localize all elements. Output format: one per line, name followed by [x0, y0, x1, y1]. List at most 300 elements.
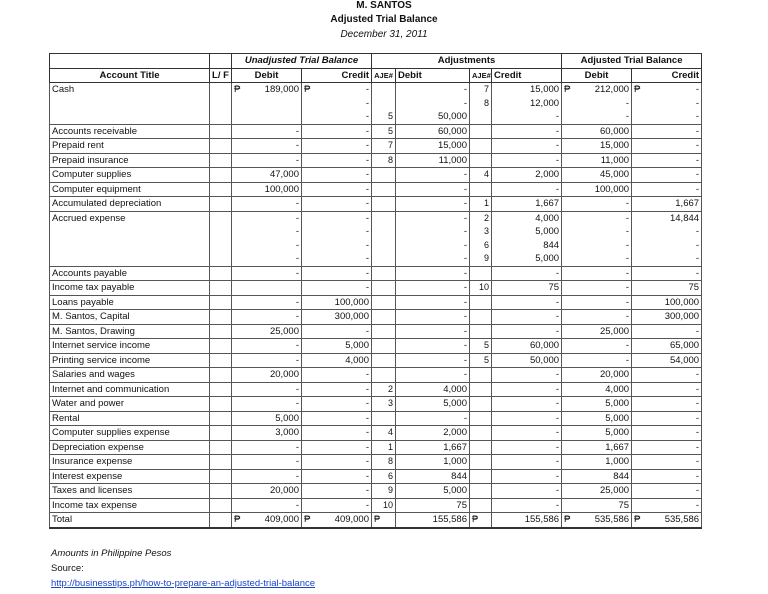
aje-credit-ref-cell — [470, 310, 492, 325]
adjusted-credit-cell: - — [632, 225, 702, 239]
adjustment-credit-cell: 5,000 — [492, 252, 562, 266]
unadjusted-credit-cell: - — [302, 211, 372, 225]
table-row — [50, 397, 702, 412]
aje-credit-ref-cell — [470, 513, 492, 528]
account-title-cell: Prepaid insurance — [50, 153, 210, 168]
adjustment-debit-cell: - — [396, 324, 470, 339]
col-header-debit: Debit — [232, 68, 302, 83]
peso-sign: ₱ — [634, 84, 641, 95]
account-title-cell: Depreciation expense — [50, 440, 210, 455]
unadjusted-credit-cell: 300,000 — [302, 310, 372, 325]
unadjusted-debit-cell: - — [232, 139, 302, 154]
peso-sign: ₱ — [564, 84, 571, 95]
unadjusted-credit-cell: - — [302, 324, 372, 339]
aje-debit-ref-cell: 8 — [372, 153, 396, 168]
aje-credit-ref-cell — [470, 124, 492, 139]
aje-credit-ref-cell — [470, 182, 492, 197]
adjusted-credit-cell — [632, 513, 702, 528]
account-title-cell: Loans payable — [50, 295, 210, 310]
adjustment-debit-cell: - — [396, 368, 470, 383]
adjusted-debit-cell: 75 — [562, 498, 632, 513]
adjusted-debit-cell: 60,000 — [562, 124, 632, 139]
aje-debit-ref-cell: 7 — [372, 139, 396, 154]
lf-cell — [210, 426, 232, 441]
adjusted-debit-cell: 844 — [562, 469, 632, 484]
aje-credit-ref-cell: 9 — [470, 252, 492, 266]
account-title-cell: Rental — [50, 411, 210, 426]
aje-credit-ref-cell — [470, 498, 492, 513]
adjusted-credit-cell: - — [632, 455, 702, 470]
aje-debit-ref-cell — [372, 252, 396, 266]
aje-debit-ref-cell — [372, 83, 396, 97]
adjustment-debit-cell: - — [396, 310, 470, 325]
table-row — [50, 211, 702, 225]
source-link[interactable]: http://businesstips.ph/how-to-prepare-an-adjusted-trial-balance — [51, 578, 316, 589]
peso-sign: ₱ — [472, 514, 479, 524]
adjustment-credit-cell: 844 — [492, 239, 562, 253]
account-title-cell: Cash — [50, 83, 210, 97]
account-title-cell: Computer supplies expense — [50, 426, 210, 441]
unadjusted-debit-cell: - — [232, 339, 302, 354]
peso-sign: ₱ — [234, 514, 241, 525]
unadjusted-credit-cell: - — [302, 139, 372, 154]
adjusted-credit-cell: 100,000 — [632, 295, 702, 310]
adjusted-debit-cell: 45,000 — [562, 168, 632, 183]
aje-debit-ref-cell — [372, 513, 396, 528]
unadjusted-credit-cell: - — [302, 484, 372, 499]
account-title-cell: Water and power — [50, 397, 210, 412]
table-row — [50, 197, 702, 212]
unadjusted-debit-cell: 3,000 — [232, 426, 302, 441]
adjustment-credit-cell: 50,000 — [492, 353, 562, 368]
aje-debit-ref-cell — [372, 411, 396, 426]
account-title-cell: Printing service income — [50, 353, 210, 368]
unadjusted-credit-cell: - — [302, 455, 372, 470]
unadjusted-debit-cell — [232, 281, 302, 296]
lf-cell — [210, 310, 232, 325]
table-row — [50, 295, 702, 310]
cell-value: 409,000 — [334, 514, 369, 525]
adjusted-credit-cell: - — [632, 97, 702, 111]
adjustment-credit-cell: - — [492, 139, 562, 154]
aje-credit-ref-cell: 5 — [470, 339, 492, 354]
adjusted-credit-cell: - — [632, 182, 702, 197]
table-row — [50, 368, 702, 383]
lf-cell — [210, 182, 232, 197]
unadjusted-credit-cell: - — [302, 382, 372, 397]
table-row — [50, 139, 702, 154]
adjusted-debit-cell: - — [562, 339, 632, 354]
group-header-adjustments: Adjustments — [372, 54, 562, 69]
lf-cell — [210, 211, 232, 225]
aje-debit-ref-cell — [372, 295, 396, 310]
group-header-adjusted: Adjusted Trial Balance — [562, 54, 702, 69]
unadjusted-credit-cell: 100,000 — [302, 295, 372, 310]
adjustment-credit-cell: 12,000 — [492, 97, 562, 111]
account-title-cell: Accumulated depreciation — [50, 197, 210, 212]
adjusted-debit-cell — [562, 83, 632, 97]
unadjusted-credit-cell — [302, 513, 372, 528]
lf-cell — [210, 397, 232, 412]
adjustment-credit-cell: - — [492, 469, 562, 484]
adjusted-debit-cell: 20,000 — [562, 368, 632, 383]
aje-credit-ref-cell — [470, 266, 492, 281]
cell-value: - — [365, 84, 369, 95]
lf-cell — [210, 411, 232, 426]
unadjusted-debit-cell — [232, 110, 302, 124]
unadjusted-debit-cell — [232, 83, 302, 97]
adjusted-debit-cell: - — [562, 252, 632, 266]
aje-debit-ref-cell: 4 — [372, 426, 396, 441]
company-name: M. SANTOS — [356, 0, 412, 11]
lf-cell — [210, 368, 232, 383]
account-title-cell: Total — [50, 513, 210, 528]
aje-debit-ref-cell: 5 — [372, 124, 396, 139]
unadjusted-debit-cell: - — [232, 211, 302, 225]
adjustment-credit-cell: - — [492, 324, 562, 339]
adjusted-debit-cell: - — [562, 353, 632, 368]
aje-debit-ref-cell — [372, 239, 396, 253]
unadjusted-debit-cell — [232, 97, 302, 111]
adjusted-credit-cell: - — [632, 440, 702, 455]
unadjusted-credit-cell: - — [302, 411, 372, 426]
table-row — [50, 469, 702, 484]
adjustment-credit-cell: 5,000 — [492, 225, 562, 239]
adjustment-debit-cell: 11,000 — [396, 153, 470, 168]
total-row — [50, 513, 702, 528]
adjustment-debit-cell: 15,000 — [396, 139, 470, 154]
account-title-cell — [50, 239, 210, 253]
aje-debit-ref-cell — [372, 168, 396, 183]
adjustment-debit-cell: 5,000 — [396, 397, 470, 412]
unadjusted-credit-cell: - — [302, 440, 372, 455]
aje-debit-ref-cell — [372, 225, 396, 239]
table-row — [50, 168, 702, 183]
group-header-unadjusted: Unadjusted Trial Balance — [232, 54, 372, 69]
adjustment-debit-cell: - — [396, 411, 470, 426]
blank-header — [50, 54, 210, 69]
unadjusted-debit-cell: - — [232, 124, 302, 139]
unadjusted-debit-cell: 20,000 — [232, 368, 302, 383]
lf-cell — [210, 225, 232, 239]
aje-debit-ref-cell — [372, 339, 396, 354]
lf-cell — [210, 281, 232, 296]
adjusted-credit-cell: - — [632, 139, 702, 154]
adjustment-credit-cell: - — [492, 368, 562, 383]
account-title-cell: Insurance expense — [50, 455, 210, 470]
adjusted-credit-cell: - — [632, 382, 702, 397]
aje-credit-ref-cell — [470, 153, 492, 168]
unadjusted-credit-cell: - — [302, 266, 372, 281]
unadjusted-credit-cell: - — [302, 124, 372, 139]
adjusted-credit-cell: - — [632, 168, 702, 183]
unadjusted-debit-cell: 20,000 — [232, 484, 302, 499]
lf-cell — [210, 339, 232, 354]
unadjusted-credit-cell: - — [302, 281, 372, 296]
aje-credit-ref-cell — [470, 484, 492, 499]
unadjusted-credit-cell: - — [302, 397, 372, 412]
unadjusted-debit-cell: - — [232, 382, 302, 397]
unadjusted-debit-cell: 25,000 — [232, 324, 302, 339]
table-row — [50, 411, 702, 426]
col-header-lf: L/ F — [210, 68, 232, 83]
lf-cell — [210, 266, 232, 281]
peso-sign: ₱ — [304, 514, 311, 525]
adjusted-debit-cell: 5,000 — [562, 426, 632, 441]
source-label: Source: — [51, 563, 84, 574]
adjusted-debit-cell: 5,000 — [562, 397, 632, 412]
table-row — [50, 182, 702, 197]
aje-credit-ref-cell — [470, 295, 492, 310]
aje-credit-ref-cell: 7 — [470, 83, 492, 97]
adjustment-debit-cell: - — [396, 168, 470, 183]
adjustment-debit-cell: - — [396, 295, 470, 310]
account-title-cell: Taxes and licenses — [50, 484, 210, 499]
adjusted-debit-cell: 100,000 — [562, 182, 632, 197]
peso-sign: ₱ — [234, 84, 241, 95]
adjustment-credit-cell: - — [492, 182, 562, 197]
adjusted-credit-cell: - — [632, 153, 702, 168]
adjustment-credit-cell: - — [492, 426, 562, 441]
adjusted-credit-cell: - — [632, 397, 702, 412]
adjusted-debit-cell: 4,000 — [562, 382, 632, 397]
adjustment-credit-cell: - — [492, 310, 562, 325]
adjusted-debit-cell: 11,000 — [562, 153, 632, 168]
adjustment-debit-cell: - — [396, 266, 470, 281]
peso-sign: ₱ — [634, 514, 641, 525]
adjustment-credit-cell: - — [492, 498, 562, 513]
unadjusted-credit-cell: - — [302, 426, 372, 441]
table-row — [50, 455, 702, 470]
aje-credit-ref-cell: 8 — [470, 97, 492, 111]
unadjusted-debit-cell: - — [232, 252, 302, 266]
adjusted-debit-cell: - — [562, 239, 632, 253]
aje-credit-ref-cell — [470, 139, 492, 154]
table-row — [50, 153, 702, 168]
aje-debit-ref-cell — [372, 266, 396, 281]
unadjusted-debit-cell: - — [232, 225, 302, 239]
unadjusted-credit-cell: - — [302, 168, 372, 183]
aje-credit-ref-cell: 3 — [470, 225, 492, 239]
adjustment-debit-cell: - — [396, 339, 470, 354]
report-title: Adjusted Trial Balance — [330, 14, 438, 25]
table-row — [50, 225, 702, 239]
unadjusted-debit-cell: - — [232, 397, 302, 412]
account-title-cell — [50, 110, 210, 124]
aje-credit-ref-cell — [470, 324, 492, 339]
unadjusted-debit-cell: - — [232, 197, 302, 212]
lf-cell — [210, 324, 232, 339]
table-row — [50, 97, 702, 111]
unadjusted-credit-cell: - — [302, 182, 372, 197]
col-header-debit: Debit — [396, 68, 470, 83]
aje-credit-ref-cell: 5 — [470, 353, 492, 368]
lf-cell — [210, 139, 232, 154]
adjustment-debit-cell: 4,000 — [396, 382, 470, 397]
unadjusted-credit-cell: 4,000 — [302, 353, 372, 368]
account-title-cell — [50, 252, 210, 266]
adjustment-debit-cell: - — [396, 252, 470, 266]
table-row — [50, 281, 702, 296]
aje-credit-ref-cell — [470, 397, 492, 412]
adjusted-credit-cell: 300,000 — [632, 310, 702, 325]
report-date: December 31, 2011 — [340, 29, 428, 40]
lf-cell — [210, 252, 232, 266]
aje-debit-ref-cell — [372, 310, 396, 325]
adjusted-debit-cell: 25,000 — [562, 484, 632, 499]
lf-cell — [210, 455, 232, 470]
lf-cell — [210, 239, 232, 253]
lf-cell — [210, 295, 232, 310]
adjusted-debit-cell: - — [562, 295, 632, 310]
aje-credit-ref-cell — [470, 382, 492, 397]
aje-debit-ref-cell — [372, 368, 396, 383]
aje-debit-ref-cell — [372, 97, 396, 111]
col-header-credit: Credit — [302, 68, 372, 83]
adjusted-credit-cell: 75 — [632, 281, 702, 296]
adjustment-debit-cell: - — [396, 225, 470, 239]
adjustment-credit-cell: 2,000 — [492, 168, 562, 183]
table-row — [50, 353, 702, 368]
aje-debit-ref-cell — [372, 353, 396, 368]
aje-debit-ref-cell: 1 — [372, 440, 396, 455]
adjustment-credit-cell: 4,000 — [492, 211, 562, 225]
unadjusted-debit-cell: 5,000 — [232, 411, 302, 426]
account-title-cell — [50, 225, 210, 239]
adjusted-debit-cell: - — [562, 281, 632, 296]
table-row — [50, 498, 702, 513]
account-title-cell — [50, 97, 210, 111]
adjustment-credit-cell: - — [492, 124, 562, 139]
table-row — [50, 426, 702, 441]
adjusted-credit-cell: 65,000 — [632, 339, 702, 354]
col-header-debit: Debit — [562, 68, 632, 83]
unadjusted-debit-cell: - — [232, 266, 302, 281]
aje-credit-ref-cell: 10 — [470, 281, 492, 296]
adjustment-credit-cell: - — [492, 455, 562, 470]
table-row — [50, 310, 702, 325]
adjusted-credit-cell: 54,000 — [632, 353, 702, 368]
table-row — [50, 484, 702, 499]
aje-credit-ref-cell — [470, 440, 492, 455]
table-row — [50, 239, 702, 253]
adjusted-credit-cell: - — [632, 324, 702, 339]
aje-credit-ref-cell: 4 — [470, 168, 492, 183]
col-header-credit: Credit — [632, 68, 702, 83]
adjusted-debit-cell: 25,000 — [562, 324, 632, 339]
cell-value: 535,586 — [664, 514, 700, 525]
cell-value: 212,000 — [594, 84, 630, 95]
lf-cell — [210, 168, 232, 183]
account-title-cell: Interest expense — [50, 469, 210, 484]
adjustment-debit-cell: - — [396, 182, 470, 197]
table-row — [50, 110, 702, 124]
adjustment-credit-cell: - — [492, 110, 562, 124]
account-title-cell: M. Santos, Drawing — [50, 324, 210, 339]
unadjusted-credit-cell: - — [302, 225, 372, 239]
adjustment-credit-cell: 155,586 — [492, 513, 562, 528]
unadjusted-credit-cell — [302, 83, 372, 97]
adjusted-debit-cell — [562, 513, 632, 528]
table-row — [50, 252, 702, 266]
unadjusted-credit-cell: 5,000 — [302, 339, 372, 354]
adjusted-debit-cell: 5,000 — [562, 411, 632, 426]
currency-note: Amounts in Philippine Pesos — [51, 548, 172, 559]
lf-cell — [210, 469, 232, 484]
account-title-cell: Income tax expense — [50, 498, 210, 513]
adjustment-credit-cell: - — [492, 411, 562, 426]
account-title-cell: Computer supplies — [50, 168, 210, 183]
unadjusted-credit-cell: - — [302, 252, 372, 266]
col-header-aje: AJE# — [372, 68, 396, 83]
aje-debit-ref-cell: 8 — [372, 455, 396, 470]
unadjusted-debit-cell: - — [232, 455, 302, 470]
lf-cell — [210, 440, 232, 455]
adjusted-credit-cell: - — [632, 411, 702, 426]
adjustment-debit-cell: 50,000 — [396, 110, 470, 124]
unadjusted-credit-cell: - — [302, 239, 372, 253]
adjusted-debit-cell: 15,000 — [562, 139, 632, 154]
table-row — [50, 440, 702, 455]
adjusted-credit-cell: - — [632, 266, 702, 281]
unadjusted-debit-cell: - — [232, 440, 302, 455]
unadjusted-credit-cell: - — [302, 97, 372, 111]
adjustment-debit-cell: 1,000 — [396, 455, 470, 470]
adjustment-debit-cell: - — [396, 353, 470, 368]
aje-credit-ref-cell — [470, 455, 492, 470]
aje-debit-ref-cell: 10 — [372, 498, 396, 513]
adjustment-debit-cell: - — [396, 239, 470, 253]
account-title-cell: Salaries and wages — [50, 368, 210, 383]
adjustment-debit-cell: 75 — [396, 498, 470, 513]
peso-sign: ₱ — [564, 514, 571, 525]
account-title-cell: Accounts receivable — [50, 124, 210, 139]
adjustment-debit-cell: - — [396, 281, 470, 296]
lf-cell — [210, 153, 232, 168]
aje-debit-ref-cell: 5 — [372, 110, 396, 124]
aje-debit-ref-cell: 3 — [372, 397, 396, 412]
adjustment-credit-cell: - — [492, 266, 562, 281]
lf-cell — [210, 83, 232, 97]
adjusted-credit-cell: - — [632, 484, 702, 499]
aje-credit-ref-cell — [470, 411, 492, 426]
adjusted-credit-cell: - — [632, 469, 702, 484]
aje-credit-ref-cell — [470, 368, 492, 383]
unadjusted-credit-cell: - — [302, 469, 372, 484]
lf-cell — [210, 97, 232, 111]
adjusted-credit-cell: 1,667 — [632, 197, 702, 212]
adjustment-debit-cell: - — [396, 97, 470, 111]
table-row — [50, 83, 702, 97]
adjustment-debit-cell: - — [396, 211, 470, 225]
unadjusted-credit-cell: - — [302, 110, 372, 124]
table-row — [50, 324, 702, 339]
adjustment-debit-cell: 155,586 — [396, 513, 470, 528]
aje-debit-ref-cell — [372, 211, 396, 225]
unadjusted-debit-cell: - — [232, 153, 302, 168]
adjusted-debit-cell: - — [562, 197, 632, 212]
adjustment-debit-cell: 2,000 — [396, 426, 470, 441]
cell-value: 535,586 — [594, 514, 630, 525]
adjusted-credit-cell — [632, 83, 702, 97]
account-title-cell: Accrued expense — [50, 211, 210, 225]
adjustment-debit-cell: - — [396, 83, 470, 97]
account-title-cell: Accounts payable — [50, 266, 210, 281]
adjustment-credit-cell: - — [492, 440, 562, 455]
account-title-cell: Computer equipment — [50, 182, 210, 197]
unadjusted-debit-cell: 47,000 — [232, 168, 302, 183]
adjusted-credit-cell: - — [632, 368, 702, 383]
